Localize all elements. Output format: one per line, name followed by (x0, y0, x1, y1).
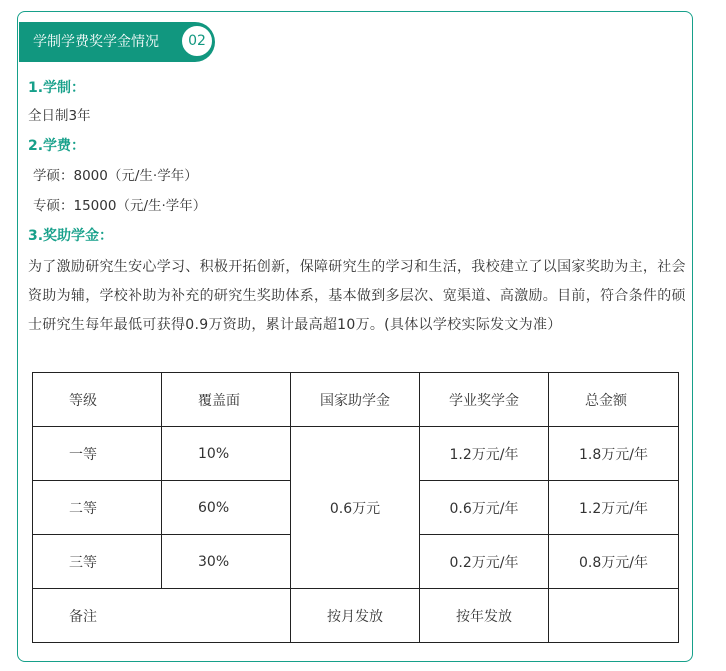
national-grant-amount: 0.6万元 (291, 427, 420, 589)
note-academic: 按年发放 (420, 589, 549, 643)
note-total (549, 589, 679, 643)
table-header-row (33, 373, 679, 427)
row-level: 三等 (33, 535, 162, 589)
header-national-grant: 国家助学金 (291, 373, 420, 427)
table-note-row (33, 589, 679, 643)
badge-number: 02 (188, 33, 206, 49)
note-national: 按月发放 (291, 589, 420, 643)
section-title: 学制学费奖学金情况 (33, 34, 159, 50)
section-number-badge (180, 24, 214, 58)
row-coverage: 60% (162, 481, 291, 535)
row-total: 1.2万元/年 (549, 481, 679, 535)
header-level: 等级 (33, 373, 162, 427)
header-total: 总金额 (549, 373, 679, 427)
scholarship-table (32, 372, 679, 643)
row-academic: 0.2万元/年 (420, 535, 549, 589)
row-level: 二等 (33, 481, 162, 535)
row-coverage: 30% (162, 535, 291, 589)
fee-line-professional: 专硕：15000（元/生·学年） (33, 198, 207, 214)
header-coverage: 覆盖面 (162, 373, 291, 427)
header-academic-scholarship: 学业奖学金 (420, 373, 549, 427)
row-total: 1.8万元/年 (549, 427, 679, 481)
heading-awards: 3.奖助学金： (28, 228, 114, 244)
heading-fees: 2.学费： (28, 138, 86, 154)
note-label: 备注 (33, 589, 291, 643)
row-level: 一等 (33, 427, 162, 481)
heading-system: 1.学制： (28, 80, 86, 96)
system-text: 全日制3年 (28, 108, 91, 124)
row-total: 0.8万元/年 (549, 535, 679, 589)
table-row (33, 427, 679, 481)
awards-paragraph: 为了激励研究生安心学习、积极开拓创新，保障研究生的学习和生活，我校建立了以国家奖助为主，社会资助为辅，学校补助为补充的研究生奖助体系，基本做到多层次、宽渠道、高激励。目前，符合条件的硕士研究生每年最低可获得0.9万资助，累计最高超10万。(具体以学校实际发文为准） (28, 259, 686, 333)
row-coverage: 10% (162, 427, 291, 481)
row-academic: 1.2万元/年 (420, 427, 549, 481)
fee-line-academic: 学硕：8000（元/生·学年） (33, 168, 198, 184)
row-academic: 0.6万元/年 (420, 481, 549, 535)
